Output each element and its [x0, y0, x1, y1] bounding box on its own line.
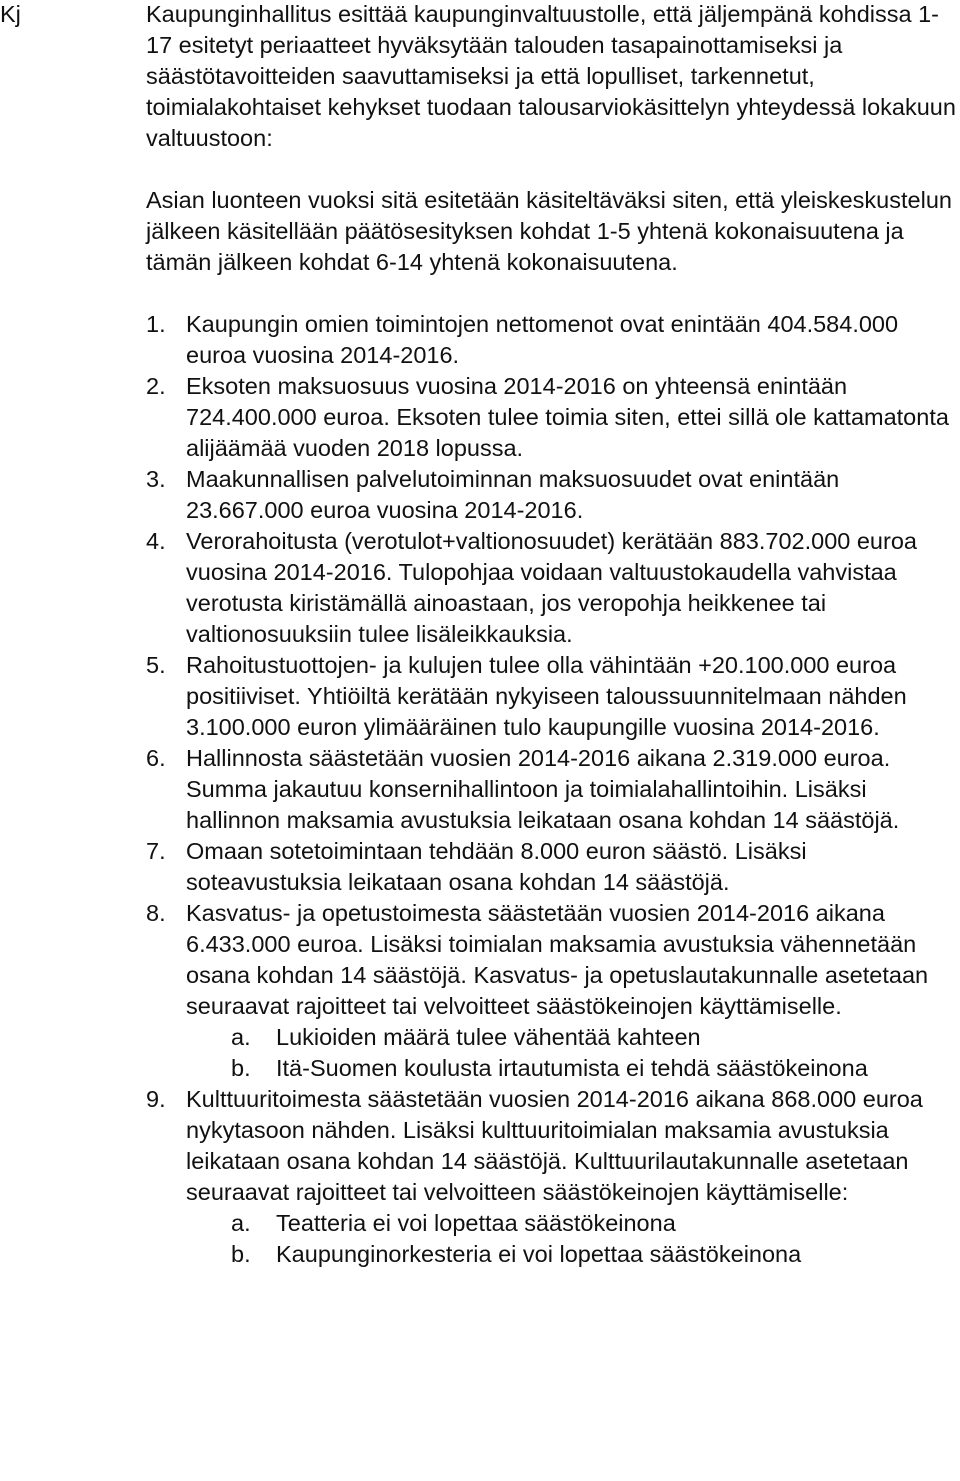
decision-point-7	[146, 836, 960, 898]
decision-point-9-sublist	[186, 1208, 960, 1270]
decision-point-number: 6.	[146, 745, 166, 771]
decision-point-9	[146, 1084, 960, 1270]
decision-point-3	[146, 464, 960, 526]
decision-point-text: Eksoten maksuosuus vuosina 2014-2016 on yhteensä enintään 724.400.000 euroa. Eksoten tulee toimia siten, ettei sillä ole kattamatonta alijäämää vuoden 2018 lopussa.	[186, 373, 949, 461]
decision-point-text: Omaan sotetoimintaan tehdään 8.000 euron säästö. Lisäksi soteavustuksia leikataan osana kohdan 14 säästöjä.	[186, 838, 807, 895]
decision-point-number: 8.	[146, 900, 166, 926]
sub-point-text: Lukioiden määrä tulee vähentää kahteen	[276, 1024, 701, 1050]
decision-point-1	[146, 309, 960, 371]
decision-point-6	[146, 743, 960, 836]
sub-point-8a	[186, 1022, 960, 1053]
decision-point-number: 7.	[146, 838, 166, 864]
procedure-paragraph: Asian luonteen vuoksi sitä esitetään käsiteltäväksi siten, että yleiskeskustelun jälkeen käsitellään päätösesityksen kohdat 1-5 yhtenä kokonaisuutena ja tämän jälkeen kohdat 6-14 yhtenä kokonaisuutena.	[146, 187, 952, 275]
decision-points-list	[146, 309, 960, 1270]
decision-point-text: Kaupungin omien toimintojen nettomenot ovat enintään 404.584.000 euroa vuosina 2014-2016.	[186, 311, 899, 368]
intro-paragraph: Kaupunginhallitus esittää kaupunginvaltuustolle, että jäljempänä kohdissa 1-17 esitetyt periaatteet hyväksytään talouden tasapainottamiseksi ja säästötavoitteiden saavuttamiseksi ja että lopulliset, tarkennetut, toimialakohtaiset kehykset tuodaan talousarviokäsittelyn yhteydessä lokakuun valtuustoon:	[146, 1, 956, 151]
document-label: Kj	[0, 1, 21, 27]
decision-point-8	[146, 898, 960, 1084]
decision-point-2	[146, 371, 960, 464]
decision-point-number: 2.	[146, 373, 166, 399]
sub-point-8b	[186, 1053, 960, 1084]
sub-point-9b	[186, 1239, 960, 1270]
sub-point-letter: b.	[231, 1055, 251, 1081]
sub-point-text: Kaupunginorkesteria ei voi lopettaa säästökeinona	[276, 1241, 802, 1267]
decision-point-text: Kulttuuritoimesta säästetään vuosien 2014-2016 aikana 868.000 euroa nykytasoon nähden. Lisäksi kulttuuritoimialan maksamia avustuksia leikataan osana kohdan 14 säästöjä. Kulttuurilautakunnalle asetetaan seuraavat rajoitteet tai velvoitteen säästökeinojen käyttämiselle:	[186, 1086, 923, 1205]
decision-point-number: 4.	[146, 528, 166, 554]
decision-point-number: 9.	[146, 1086, 166, 1112]
sub-point-text: Teatteria ei voi lopettaa säästökeinona	[276, 1210, 676, 1236]
decision-point-text: Hallinnosta säästetään vuosien 2014-2016 aikana 2.319.000 euroa. Summa jakautuu konsernihallintoon ja toimialahallintoihin. Lisäksi hallinnon maksamia avustuksia leikataan osana kohdan 14 säästöjä.	[186, 745, 900, 833]
sub-point-letter: a.	[231, 1024, 251, 1050]
decision-text	[146, 0, 960, 1270]
sub-point-letter: b.	[231, 1241, 251, 1267]
decision-point-number: 5.	[146, 652, 166, 678]
sub-point-text: Itä-Suomen koulusta irtautumista ei tehdä säästökeinona	[276, 1055, 868, 1081]
decision-point-number: 1.	[146, 311, 166, 337]
decision-point-8-sublist	[186, 1022, 960, 1084]
decision-point-number: 3.	[146, 466, 166, 492]
decision-point-text: Verorahoitusta (verotulot+valtionosuudet) kerätään 883.702.000 euroa vuosina 2014-2016. Tulopohjaa voidaan valtuustokaudella vahvistaa verotusta kiristämällä ainoastaan, jos veropohja heikkenee tai valtionosuuksiin tulee lisäleikkauksia.	[186, 528, 917, 647]
decision-point-4	[146, 526, 960, 650]
sub-point-9a	[186, 1208, 960, 1239]
sub-point-letter: a.	[231, 1210, 251, 1236]
decision-point-text: Maakunnallisen palvelutoiminnan maksuosuudet ovat enintään 23.667.000 euroa vuosina 2014-2016.	[186, 466, 840, 523]
decision-point-5	[146, 650, 960, 743]
decision-point-text: Kasvatus- ja opetustoimesta säästetään vuosien 2014-2016 aikana 6.433.000 euroa. Lisäksi toimialan maksamia avustuksia vähennetään osana kohdan 14 säästöjä. Kasvatus- ja opetuslautakunnalle asetetaan seuraavat rajoitteet tai velvoitteet säästökeinojen käyttämiselle.	[186, 900, 929, 1019]
decision-point-text: Rahoitustuottojen- ja kulujen tulee olla vähintään +20.100.000 euroa positiiviset. Yhtiöiltä kerätään nykyiseen taloussuunnitelmaan nähden 3.100.000 euron ylimääräinen tulo kaupungille vuosina 2014-2016.	[186, 652, 907, 740]
